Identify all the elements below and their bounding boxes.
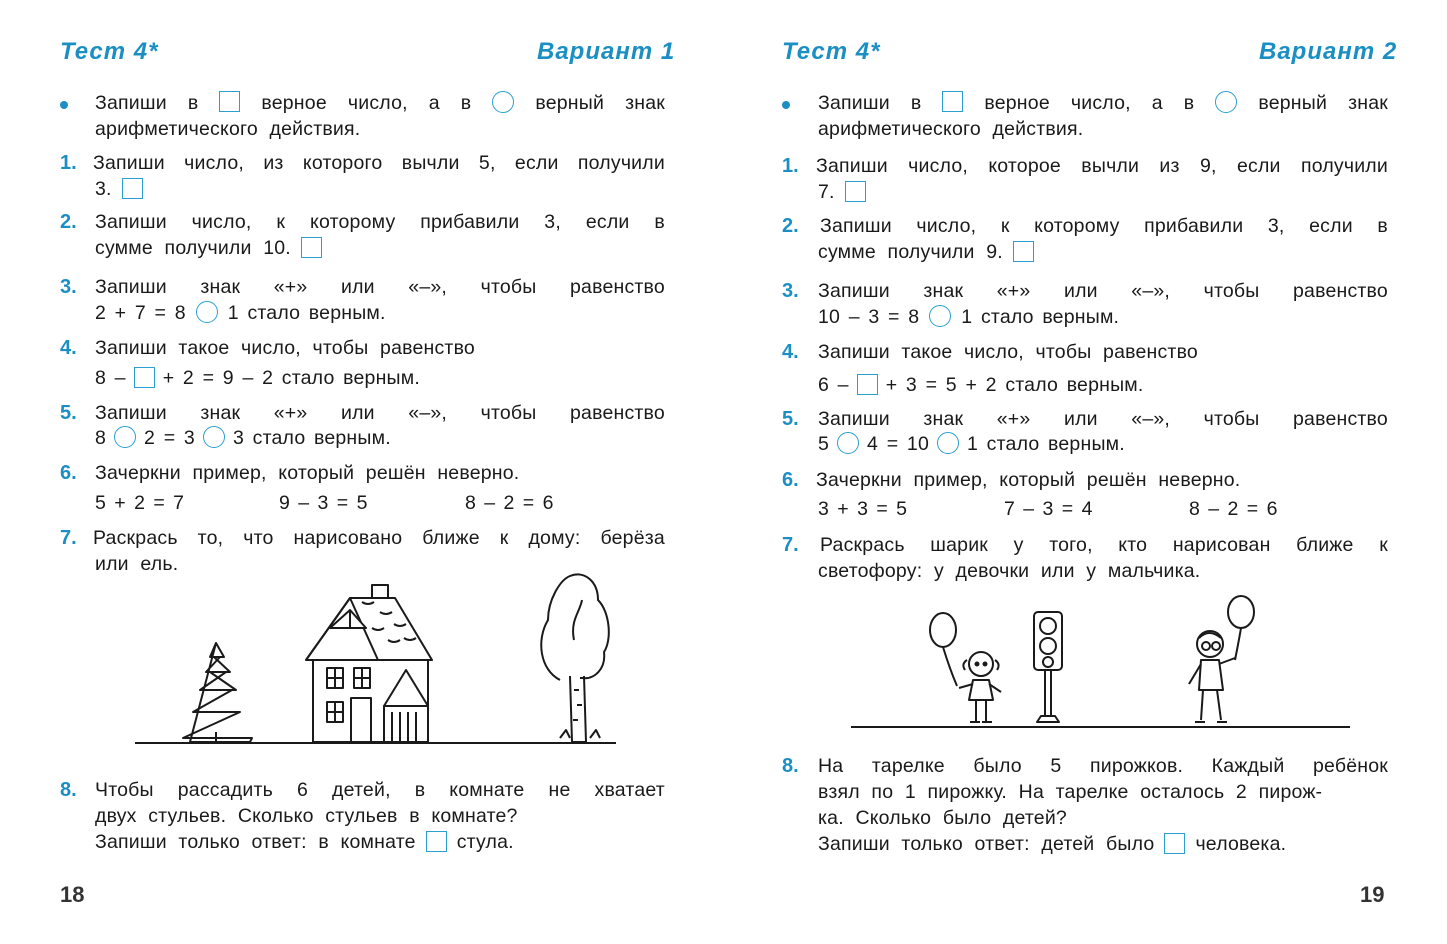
question-number: 6. <box>782 469 799 491</box>
test-title: Тест 4* <box>60 38 159 65</box>
q1-line-2: 3. <box>95 177 147 201</box>
example-2[interactable]: 9 – 3 = 5 <box>279 492 368 514</box>
spruce-tree[interactable] <box>183 643 252 742</box>
q1-line-1: Запиши число, из которого вычли 5, если получили <box>93 152 665 174</box>
q4-line-2: 6 – + 3 = 5 + 2 стало верным. <box>818 374 1144 396</box>
boy <box>1189 596 1254 722</box>
q1-line-1: Запиши число, которое вычли из 9, если получили <box>816 155 1388 177</box>
answer-box[interactable] <box>426 831 447 852</box>
answer-box[interactable] <box>1164 833 1185 854</box>
intro-line-2: арифметического действия. <box>95 118 361 140</box>
example-1[interactable]: 5 + 2 = 7 <box>95 492 184 514</box>
q8-line-1: Чтобы рассадить 6 детей, в комнате не хватает <box>95 779 665 801</box>
boy-balloon[interactable] <box>1228 596 1254 628</box>
q6-line-1: Зачеркни пример, который решён неверно. <box>95 462 520 484</box>
page-number: 19 <box>1360 882 1385 907</box>
q7-line-1: Раскрась то, что нарисовано ближе к дому: берёза <box>93 527 665 549</box>
q2-line-2: сумме получили 10. <box>95 236 326 260</box>
q3-line-1: Запиши знак «+» или «–», чтобы равенство <box>818 280 1388 302</box>
house <box>306 585 432 742</box>
q3-line-2: 2 + 7 = 8 1 стало верным. <box>95 302 386 324</box>
house-tree-illustration <box>0 0 723 944</box>
q8-line-2: взял по 1 пирожку. На тарелке осталось 2 пирож- <box>818 781 1323 803</box>
question-number: 5. <box>782 408 799 430</box>
q7-line-2: светофору: у девочки или у мальчика. <box>818 560 1201 582</box>
question-number: 1. <box>782 155 799 177</box>
birch-tree[interactable] <box>541 574 609 742</box>
traffic-light <box>1034 612 1062 722</box>
example-2[interactable]: 7 – 3 = 4 <box>1004 498 1093 520</box>
question-number: 4. <box>60 337 77 359</box>
left-page <box>0 0 723 944</box>
girl <box>930 613 1001 722</box>
question-number: 8. <box>60 779 77 801</box>
intro-line-2: арифметического действия. <box>818 118 1084 140</box>
q1-line-2: 7. <box>818 180 870 204</box>
question-number: 7. <box>782 534 799 556</box>
question-number: 8. <box>782 755 799 777</box>
q2-line-2: сумме получили 9. <box>818 240 1038 264</box>
q5-line-2: 8 2 = 3 3 стало верным. <box>95 427 391 449</box>
q2-line-1: Запиши число, к которому прибавили 3, если в <box>820 215 1388 237</box>
right-page <box>723 0 1447 944</box>
q8-line-3: ка. Сколько было детей? <box>818 807 1067 829</box>
variant-label: Вариант 1 <box>537 38 676 65</box>
example-1[interactable]: 3 + 3 = 5 <box>818 498 907 520</box>
q7-line-1: Раскрась шарик у того, кто нарисован ближе к <box>820 534 1388 556</box>
intro-line-1: Запиши в верное число, а в верный знак <box>818 92 1388 114</box>
page-number: 18 <box>60 882 85 907</box>
question-number: 4. <box>782 341 799 363</box>
question-number: 5. <box>60 402 77 424</box>
q7-line-2: или ель. <box>95 553 179 575</box>
q8-line-1: На тарелке было 5 пирожков. Каждый ребёнок <box>818 755 1388 777</box>
intro-line-1: Запиши в верное число, а в верный знак <box>95 92 665 114</box>
q3-line-2: 10 – 3 = 8 1 стало верным. <box>818 306 1120 328</box>
test-title: Тест 4* <box>782 38 881 65</box>
question-number: 2. <box>782 215 799 237</box>
variant-label: Вариант 2 <box>1259 38 1398 65</box>
q8-line-2: двух стульев. Сколько стульев в комнате? <box>95 805 518 827</box>
question-number: 3. <box>60 276 77 298</box>
question-number: 2. <box>60 211 77 233</box>
q8-line-4: Запиши только ответ: детей было человека. <box>818 833 1287 855</box>
q4-line-1: Запиши такое число, чтобы равенство <box>818 341 1198 363</box>
q8-line-3: Запиши только ответ: в комнате стула. <box>95 831 514 853</box>
question-number: 7. <box>60 527 77 549</box>
question-number: 6. <box>60 462 77 484</box>
q5-line-1: Запиши знак «+» или «–», чтобы равенство <box>95 402 665 424</box>
q5-line-2: 5 4 = 10 1 стало верным. <box>818 433 1125 455</box>
question-number: 3. <box>782 280 799 302</box>
example-3[interactable]: 8 – 2 = 6 <box>1189 498 1278 520</box>
q6-line-1: Зачеркни пример, который решён неверно. <box>816 469 1241 491</box>
q2-line-1: Запиши число, к которому прибавили 3, если в <box>95 211 665 233</box>
girl-balloon[interactable] <box>930 613 956 647</box>
q4-line-1: Запиши такое число, чтобы равенство <box>95 337 475 359</box>
q5-line-1: Запиши знак «+» или «–», чтобы равенство <box>818 408 1388 430</box>
q4-line-2: 8 – + 2 = 9 – 2 стало верным. <box>95 367 420 389</box>
question-number: 1. <box>60 152 77 174</box>
q3-line-1: Запиши знак «+» или «–», чтобы равенство <box>95 276 665 298</box>
example-3[interactable]: 8 – 2 = 6 <box>465 492 554 514</box>
